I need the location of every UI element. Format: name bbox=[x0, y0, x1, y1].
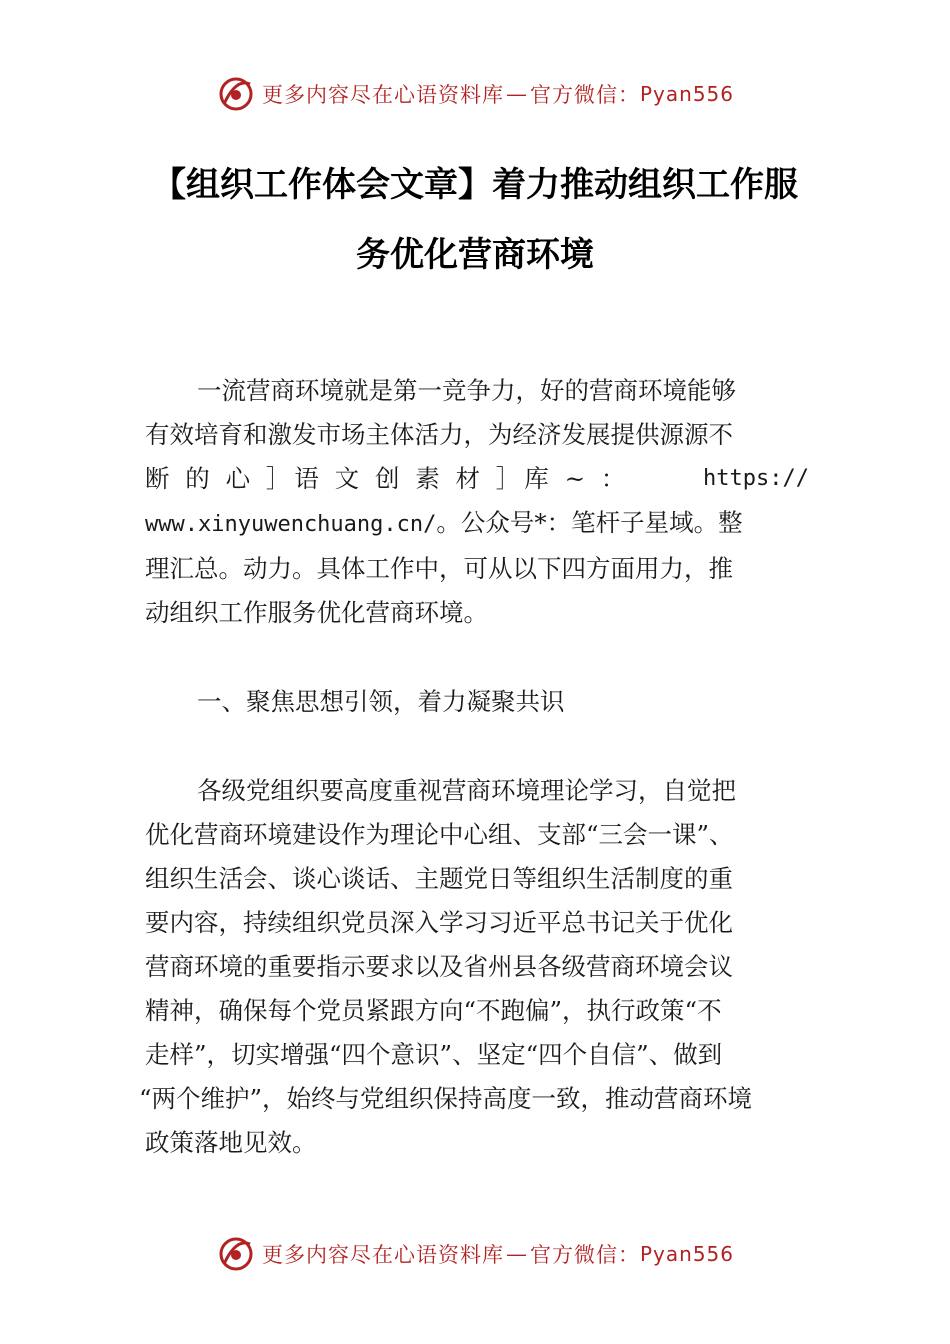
brand-logo-icon bbox=[216, 1234, 256, 1274]
body-line-1: 各级党组织要高度重视营商环境理论学习，自觉把 bbox=[197, 776, 736, 805]
footer-wechat-label: 官方微信： bbox=[529, 1243, 640, 1267]
banner-wechat-label: 官方微信： bbox=[529, 83, 640, 107]
document-title bbox=[110, 150, 840, 290]
section-heading-text: 一、聚焦思想引领，着力凝聚共识 bbox=[197, 687, 565, 716]
intro-line-3-text: 断 的 心 ］语 文 创 素 材 ］库 ~ ： bbox=[145, 464, 630, 493]
section-heading-1 bbox=[145, 680, 809, 724]
intro-line-3 bbox=[145, 457, 809, 501]
body-line-7: 走样”，切实增强“四个意识”、坚定“四个自信”、做到 bbox=[145, 1040, 723, 1069]
intro-line-1: 一流营商环境就是第一竞争力，好的营商环境能够 bbox=[197, 376, 736, 405]
title-line-1: 【组织工作体会文章】着力推动组织工作服 bbox=[152, 165, 798, 205]
title-line-2: 务优化营商环境 bbox=[356, 235, 594, 275]
body-line-6: 精神，确保每个党员紧跟方向“不跑偏”，执行政策“不 bbox=[145, 996, 722, 1025]
intro-paragraph bbox=[145, 369, 809, 635]
banner-brand-text: 更多内容尽在心语资料库 bbox=[261, 83, 504, 107]
body-paragraph-1 bbox=[139, 769, 809, 1165]
intro-line-4-text: 。公众号*：笔杆子星域。整 bbox=[436, 508, 743, 537]
footer-dash: — bbox=[505, 1242, 528, 1266]
intro-line-2: 有效培育和激发市场主体活力，为经济发展提供源源不 bbox=[145, 420, 733, 449]
body-line-8: “两个维护”，始终与党组织保持高度一致，推动营商环境 bbox=[139, 1084, 753, 1113]
brand-logo-icon bbox=[216, 74, 256, 114]
footer-account: Pyan556 bbox=[639, 1242, 734, 1266]
intro-url-prefix: https:// bbox=[703, 466, 809, 491]
intro-line-4 bbox=[145, 501, 809, 547]
body-line-3: 组织生活会、谈心谈话、主题党日等组织生活制度的重 bbox=[145, 864, 733, 893]
footer-banner bbox=[0, 1232, 950, 1276]
intro-url: www.xinyuwenchuang.cn/ bbox=[145, 512, 437, 537]
body-line-4: 要内容，持续组织党员深入学习习近平总书记关于优化 bbox=[145, 908, 733, 937]
banner-account: Pyan556 bbox=[639, 82, 734, 106]
footer-brand-text: 更多内容尽在心语资料库 bbox=[261, 1243, 504, 1267]
body-line-5: 营商环境的重要指示要求以及省州县各级营商环境会议 bbox=[145, 952, 733, 981]
intro-line-6: 动组织工作服务优化营商环境。 bbox=[145, 598, 488, 627]
intro-line-5: 理汇总。动力。具体工作中，可从以下四方面用力，推 bbox=[145, 554, 733, 583]
body-line-2: 优化营商环境建设作为理论中心组、支部“三会一课”、 bbox=[145, 820, 734, 849]
banner-dash: — bbox=[505, 82, 528, 106]
body-line-9: 政策落地见效。 bbox=[145, 1128, 317, 1157]
header-banner bbox=[0, 72, 950, 116]
